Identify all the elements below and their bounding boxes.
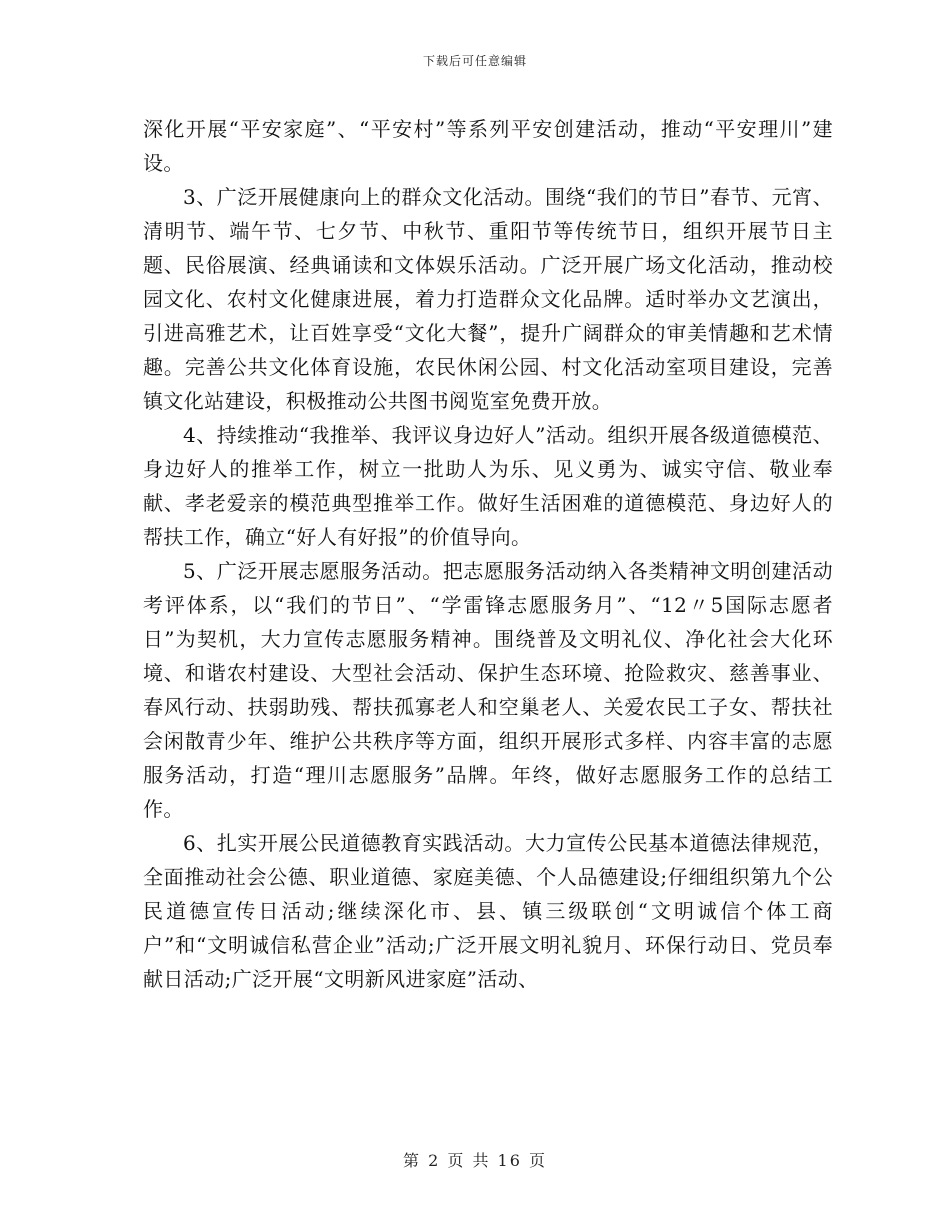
page-number-footer: 第 2 页 共 16 页 bbox=[403, 1151, 547, 1170]
document-body bbox=[143, 112, 833, 996]
paragraph-continuation: 深化开展“平安家庭”、“平安村”等系列平安创建活动，推动“平安理川”建设。 bbox=[143, 117, 833, 175]
paragraph-item-5: 5、广泛开展志愿服务活动。把志愿服务活动纳入各类精神文明创建活动考评体系，以“我们的节日”、“学雷锋志愿服务月”、“12〃5国际志愿者日”为契机，大力宣传志愿服务精神。围绕普及文明礼仪、净化社会大化环境、和谐农村建设、大型社会活动、保护生态环境、抢险救灾、慈善事业、春风行动、扶弱助残、帮扶孤寡老人和空巢老人、关爱农民工子女、帮扶社会闲散青少年、维护公共秩序等方面，组织开展形式多样、内容丰富的志愿服务活动，打造“理川志愿服务”品牌。年终，做好志愿服务工作的总结工作。 bbox=[143, 559, 833, 821]
page-header: 下载后可任意编辑 bbox=[422, 54, 527, 68]
paragraph-item-4: 4、持续推动“我推举、我评议身边好人”活动。组织开展各级道德模范、身边好人的推举工作，树立一批助人为乐、见义勇为、诚实守信、敬业奉献、孝老爱亲的模范典型推举工作。做好生活困难的道德模范、身边好人的帮扶工作，确立“好人有好报”的价值导向。 bbox=[143, 423, 833, 549]
paragraph-item-6: 6、扎实开展公民道德教育实践活动。大力宣传公民基本道德法律规范，全面推动社会公德、职业道德、家庭美德、个人品德建设;仔细组织第九个公民道德宣传日活动;继续深化市、县、镇三级联创“文明诚信个体工商户”和“文明诚信私营企业”活动;广泛开展文明礼貌月、环保行动日、党员奉献日活动;广泛开展“文明新风进家庭”活动、 bbox=[143, 831, 833, 991]
paragraph-item-3: 3、广泛开展健康向上的群众文化活动。围绕“我们的节日”春节、元宵、清明节、端午节、七夕节、中秋节、重阳节等传统节日，组织开展节日主题、民俗展演、经典诵读和文体娱乐活动。广泛开展广场文化活动，推动校园文化、农村文化健康进展，着力打造群众文化品牌。适时举办文艺演出，引进高雅艺术，让百姓享受“文化大餐”，提升广阔群众的审美情趣和艺术情趣。完善公共文化体育设施，农民休闲公园、村文化活动室项目建设，完善镇文化站建设，积极推动公共图书阅览室免费开放。 bbox=[143, 185, 833, 413]
